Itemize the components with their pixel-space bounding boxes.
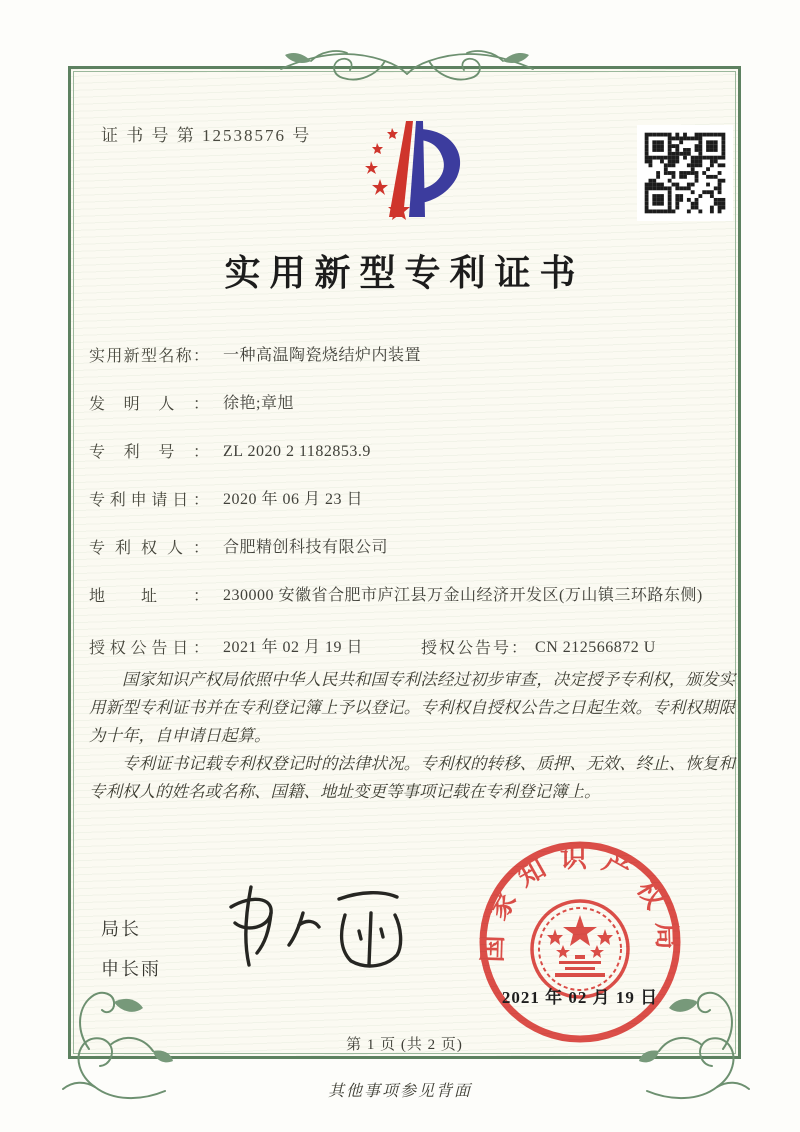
field-row-address (89, 583, 729, 609)
legal-paragraph-1: 国家知识产权局依照中华人民共和国专利法经过初步审查，决定授予专利权，颁发实用新型专利证书并在专利登记簿上予以登记。专利权自授权公告之日起生效。专利权期限为十年，自申请日起算。 (89, 670, 735, 745)
field-row-grant (89, 635, 729, 661)
qr-code-icon (637, 125, 733, 221)
svg-text:国家知识产权局 (477, 843, 682, 963)
field-label: 授权公告日： (89, 640, 209, 657)
field-row-inventor (89, 391, 729, 417)
seal-text: 国家知识产权局 (477, 843, 683, 963)
field-label: 授权公告号： (421, 640, 530, 657)
cnipa-seal (475, 837, 685, 1047)
back-note: 其他事项参见背面 (327, 1083, 472, 1100)
seal-date: 2021 年 02 月 19 日 (501, 988, 659, 1007)
legal-paragraph-2: 专利证书记载专利权登记时的法律状况。专利权的转移、质押、无效、终止、恢复和专利权人的姓名或名称、国籍、地址变更等事项记载在专利登记簿上。 (89, 754, 735, 801)
border-ornament-top-icon (277, 41, 537, 97)
certificate-border-frame (68, 66, 741, 1059)
field-label: 地址： (89, 588, 209, 605)
legal-text-block (89, 666, 735, 806)
field-label: 专利权人： (89, 540, 209, 557)
field-row-filing-date (89, 487, 729, 513)
field-row-patentee (89, 535, 729, 561)
director-name: 申长雨 (101, 959, 161, 979)
field-value: ZL 2020 2 1182853.9 (223, 443, 371, 460)
field-label: 实用新型名称： (89, 348, 209, 365)
director-signature-icon (211, 869, 421, 984)
grant-date-value: 2021 年 02 月 19 日 (223, 639, 364, 656)
director-title: 局长 (101, 919, 141, 939)
field-value: 一种高温陶瓷烧结炉内装置 (223, 347, 422, 364)
director-block (101, 915, 161, 995)
field-value: 230000 安徽省合肥市庐江县万金山经济开发区(万山镇三环路东侧) (223, 587, 703, 604)
field-value: 2020 年 06 月 23 日 (223, 491, 364, 508)
field-label: 专利申请日： (89, 492, 209, 509)
cnipa-logo-icon (349, 117, 469, 221)
field-value: 合肥精创科技有限公司 (223, 539, 389, 556)
field-label: 专利号： (89, 444, 209, 461)
certificate-title: 实用新型专利证书 (224, 253, 585, 293)
field-row-patent-no (89, 439, 729, 465)
certificate-number: 证 书 号 第 12538576 号 (101, 126, 312, 145)
page-number: 第 1 页 (共 2 页) (346, 1037, 463, 1053)
field-row-name (89, 343, 729, 369)
field-value: 徐艳;章旭 (223, 395, 294, 412)
grant-no-value: CN 212566872 U (535, 639, 656, 656)
field-label: 发明人： (89, 396, 209, 413)
